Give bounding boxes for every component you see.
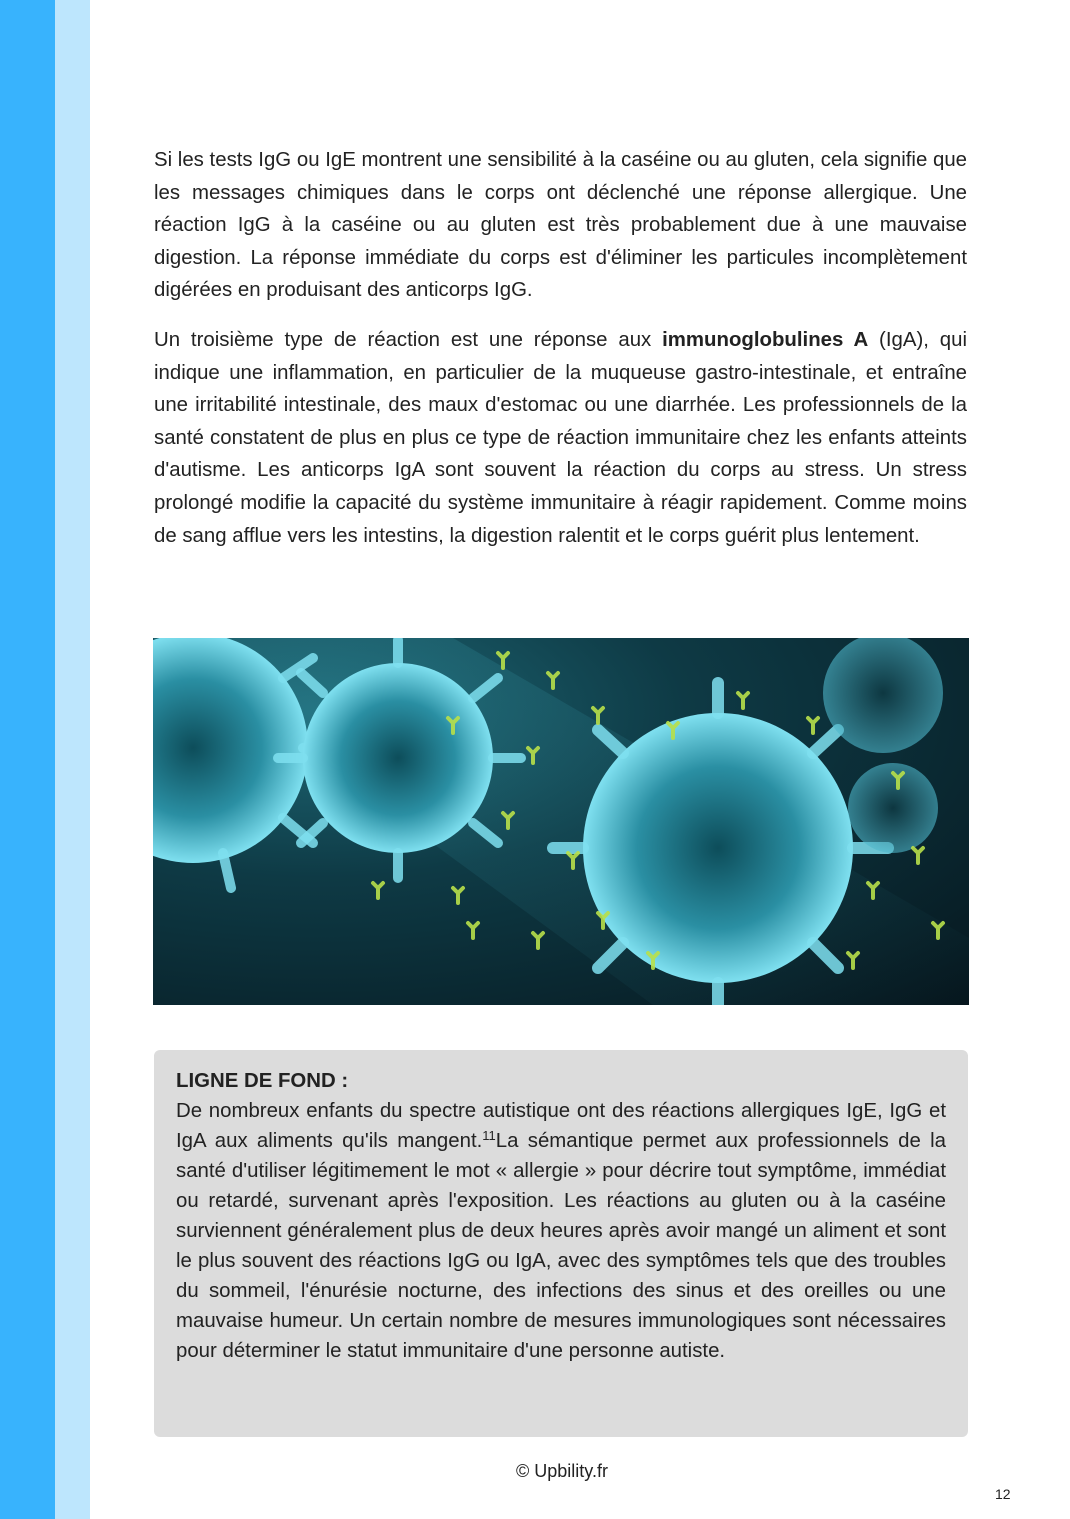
callout-title: LIGNE DE FOND : — [176, 1070, 349, 1092]
page-number: 12 — [995, 1486, 1011, 1502]
bottom-line-callout — [154, 1050, 968, 1437]
virus-illustration-graphic — [153, 638, 969, 1005]
paragraph-text — [154, 324, 967, 552]
bold-term: immunoglobulines A — [662, 329, 869, 351]
paragraph-text-start: Un troisième type de réaction est une réponse aux — [154, 329, 663, 351]
paragraph-iga — [154, 324, 967, 552]
paragraph-text-end: (IgA), qui indique une inflammation, en particulier de la muqueuse gastro-intestinale, et entraîne une irritabilité intestinale, des maux d'estomac ou une diarrhée. Les professionnels de la santé constatent de plus en plus ce type de réaction immunitaire chez les enfants atteints d'autisme. Les anticorps IgA sont souvent la réaction du corps au stress. Un stress prolongé modifie la capacité du système immunitaire à réagir rapidement. Comme moins de sang afflue vers les intestins, la digestion ralentit et le corps guérit plus lentement. — [154, 329, 967, 547]
callout-text — [176, 1096, 946, 1366]
callout-text-start: De nombreux enfants du spectre autistique ont des réactions allergiques IgE, IgG et IgA aux aliments qu'ils mangent. — [176, 1100, 946, 1152]
paragraph-igg-ige — [154, 144, 967, 307]
footer-copyright: © Upbility.fr — [516, 1461, 608, 1481]
left-accent-stripe-light — [55, 0, 90, 1519]
callout-text-end: La sémantique permet aux professionnels de la santé d'utiliser légitimement le mot « allergie » pour décrire tout symptôme, immédiat ou retardé, survenant après l'exposition. Les réactions au gluten ou à la caséine surviennent généralement plus de deux heures après avoir mangé un aliment et sont le plus souvent des réactions IgG ou IgA, avec des symptômes tels que des troubles du sommeil, l'énurésie nocturne, des infections des sinus et des oreilles ou une mauvaise humeur. Un certain nombre de mesures immunologiques sont nécessaires pour déterminer le statut immunitaire d'une personne autiste. — [176, 1130, 946, 1362]
left-accent-stripe-dark — [0, 0, 55, 1519]
virus-antibody-illustration — [153, 638, 969, 1005]
paragraph-text: Si les tests IgG ou IgE montrent une sensibilité à la caséine ou au gluten, cela signifie que les messages chimiques dans le corps ont déclenché une réponse allergique. Une réaction IgG à la caséine ou au gluten est très probablement due à une mauvaise digestion. La réponse immédiate du corps est d'éliminer les particules incomplètement digérées en produisant des anticorps IgG. — [154, 149, 967, 302]
footnote-reference[interactable]: 11 — [482, 1128, 496, 1143]
